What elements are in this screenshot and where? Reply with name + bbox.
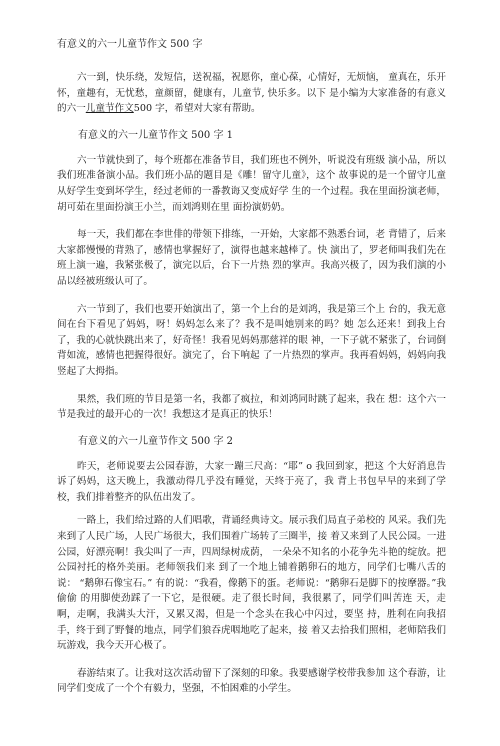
intro-text-before: 六一到，快乐绕，发短信，送祝福，祝愿你，童心葆，心情好，无烦恼， 童真在，乐开怀，童趣有，无忧愁，童颜留，健康有，儿童节, 快乐多。以下 是小编为大家准备的有意义的六一 [57, 72, 446, 115]
section-2-paragraph-1: 昨天，老师说要去公园春游，大家一蹦三尺高：“耶” o 我回到家，把这 个大好消息告诉了妈妈，这天晚上，我激动得几乎没有睡觉，天终于亮了，我 背上书包早早的来到了学校，我们排着整齐的队伍出发了。 [57, 460, 446, 503]
intro-underlined-link[interactable]: 儿童节作文 [85, 103, 134, 115]
intro-paragraph [57, 70, 446, 117]
intro-text-after: 500 字，希望对大家有帮助。 [133, 103, 261, 115]
section-1-paragraph-3: 六一节到了，我们也要开始演出了，第一个上台的是刘鸿，我是第三个上 台的，我无意间在台下看见了妈妈，呀！妈妈怎么来了？我不是叫她别来的吗？她 怎么还来！到我上台了，我的心就快跳出来了，好奇怪！我看见妈妈那慈祥的眼 神，一下子就不紧张了，台词倒背如流，感情也把握得很好。演完了，台下响起 了一片热烈的掌声。我再看妈妈，妈妈向我竖起了大拇指。 [57, 303, 446, 377]
section-2-paragraph-2: 一路上，我们给过路的人们唱歌，背诵经典诗文。展示我们局直子弟校的 风采。我们先来到了人民广场，人民广场很大，我们围着广场转了三圈半，接 着又来到了人民公园。一进公园，好漂亮啊！我尖叫了一声，四周绿树成荫， 一朵朵不知名的小花争先斗艳的绽放。把公园衬托的格外美丽。老师领我们来 到了一个地上铺着鹅卵石的地方，同学们七嘴八舌的说： “鹅卵石像宝石。” 有的说：“我看，像鹅下的蛋。老师说：“鹅卵石是脚下的按摩器。”我偷偷 的用脚使劲踩了一下它，是很硬。走了很长时间，我很累了，同学们叫苦连 天，走啊，走啊，我满头大汗，又累又渴，但是一个念头在我心中闪过，要坚 持，胜利在向我招手，终于到了野餐的地点，同学们狼吞虎咽地吃了起来，接 着又去拾我们照相，老师陪我们玩游戏，我今天开心极了。 [57, 515, 446, 652]
section-1-paragraph-1: 六一节就快到了，每个班都在准备节目，我们班也不例外，听说没有班级 演小品，所以我们班准备演小品。我们班小品的题目是《雕！留守儿童》，这个 故事说的是一个留守儿童从好学生变到坏学生，经过老师的一番教诲又变成好学 生的一个过程。我在里面扮演老师，胡可茹在里面扮演王小兰，而刘鸿则在里 面扮演奶奶。 [57, 154, 446, 213]
section-1-heading: 有意义的六一儿童节作文 500 字 1 [78, 129, 233, 141]
section-2-heading: 有意义的六一儿童节作文 500 字 2 [78, 435, 233, 447]
section-1-paragraph-4: 果然，我们班的节目是第一名，我都了疯拉，和刘鸿同时跳了起来，我在 想：这个六一节是我过的最开心的一次！我想这才是真正的快乐！ [57, 393, 446, 421]
section-1-paragraph-2: 每一天，我们都在李世俳的带领下排练，一开始，大家都不熟悉台词，老 背错了，后来大家都慢慢的背熟了，感情也掌握好了，演得也越来越棒了。快 演出了，罗老师叫我们先在班上演一遍，我紧张极了，演完以后，台下一片热 烈的掌声。我高兴极了，因为我们演的小品以经被班级认可了。 [57, 229, 446, 287]
document-title: 有意义的六一儿童节作文 500 字 [57, 39, 203, 50]
section-2-paragraph-3: 春游结束了。让我对这次活动留下了深刻的印象。我要感谢学校带我参加 这个春游，让同学们变成了一个个有毅力，坚强，不怕困难的小学生。 [57, 667, 446, 695]
